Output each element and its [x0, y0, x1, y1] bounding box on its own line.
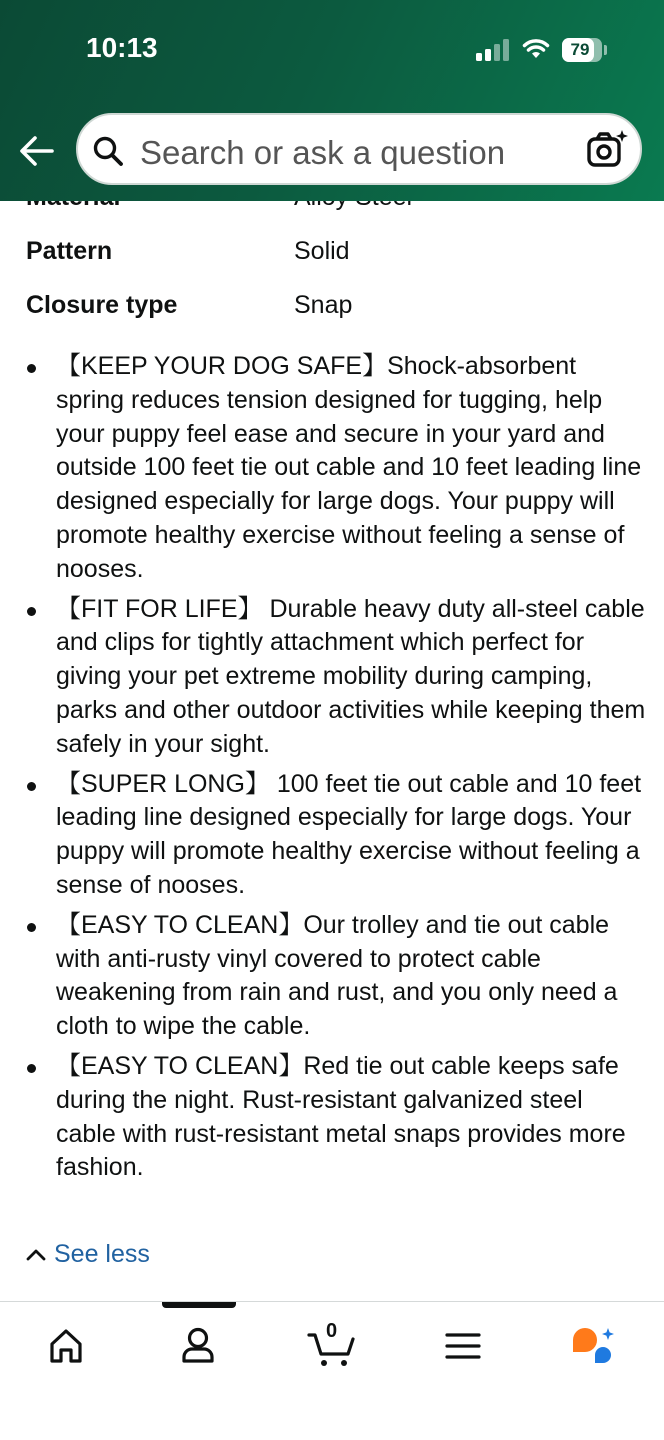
bullet-dot [27, 1064, 36, 1073]
spec-value: Snap [294, 291, 353, 319]
battery-percent: 79 [570, 40, 590, 59]
bullet-dot [27, 607, 36, 616]
feature-bullet-text: 【FIT FOR LIFE】 Durable heavy duty all-steel cable and clips for tightly attachment which perfect for giving your pet extreme mobility during camping, parks and other outdoor activities while keeping them safely in your sight. [56, 594, 646, 758]
battery-nub [604, 45, 607, 55]
spec-value: Solid [294, 237, 350, 265]
home-icon [36, 1322, 96, 1370]
nav-rufus-assistant[interactable] [565, 1322, 625, 1370]
active-tab-indicator [162, 1302, 236, 1308]
see-less-label: See less [54, 1240, 150, 1268]
nav-home[interactable] [36, 1322, 96, 1370]
feature-bullet-text: 【SUPER LONG】 100 feet tie out cable and 10 feet leading line designed especially for large dogs. Your puppy will promote healthy exercise without feeling a sense of nooses. [56, 769, 642, 899]
bullet-dot [27, 782, 36, 791]
feature-bullet [0, 768, 664, 903]
bullet-dot [27, 364, 36, 373]
status-time: 10:13 [86, 32, 158, 63]
rufus-icon [565, 1322, 625, 1370]
search-input[interactable] [76, 113, 642, 185]
feature-bullet [0, 909, 664, 1044]
feature-bullet-text: 【EASY TO CLEAN】Our trolley and tie out cable with anti-rusty vinyl covered to protect cable weakening from rain and rust, and you only need a cloth to wipe the cable. [56, 910, 618, 1041]
see-less-link[interactable] [26, 1240, 150, 1269]
cellular-signal-icon [476, 39, 510, 61]
spec-label: Pattern [26, 237, 113, 265]
feature-bullet-text: 【EASY TO CLEAN】Red tie out cable keeps safe during the night. Rust-resistant galvanized steel cable with rust-resistant metal snaps provides more fashion. [56, 1051, 626, 1182]
feature-bullet [0, 350, 664, 587]
app-header [0, 0, 664, 201]
nav-cart[interactable] [302, 1322, 362, 1370]
bullet-dot [27, 923, 36, 932]
nav-account[interactable] [168, 1322, 228, 1370]
battery-indicator [562, 38, 602, 62]
cart-count-badge: 0 [326, 1320, 338, 1342]
spec-label: Closure type [26, 291, 178, 319]
feature-bullet-list [0, 350, 664, 1191]
menu-icon [433, 1322, 493, 1370]
feature-bullet [0, 593, 664, 762]
chevron-up-icon [26, 1248, 46, 1262]
wifi-icon [522, 38, 550, 60]
back-arrow-icon[interactable] [18, 134, 56, 168]
feature-bullet [0, 1050, 664, 1185]
camera-search-icon[interactable] [587, 129, 629, 169]
feature-bullet-text: 【KEEP YOUR DOG SAFE】Shock-absorbent spring reduces tension designed for tugging, help your puppy feel ease and secure in your yard and outside 100 feet tie out cable and 10 feet leading line designed especially for large dogs. Your puppy will promote healthy exercise without feeling a sense of nooses. [56, 352, 642, 583]
nav-menu[interactable] [433, 1322, 493, 1370]
account-icon [168, 1322, 228, 1370]
search-placeholder: Search or ask a question [140, 134, 506, 171]
search-icon [92, 135, 124, 167]
bottom-nav-bar [0, 1301, 664, 1440]
